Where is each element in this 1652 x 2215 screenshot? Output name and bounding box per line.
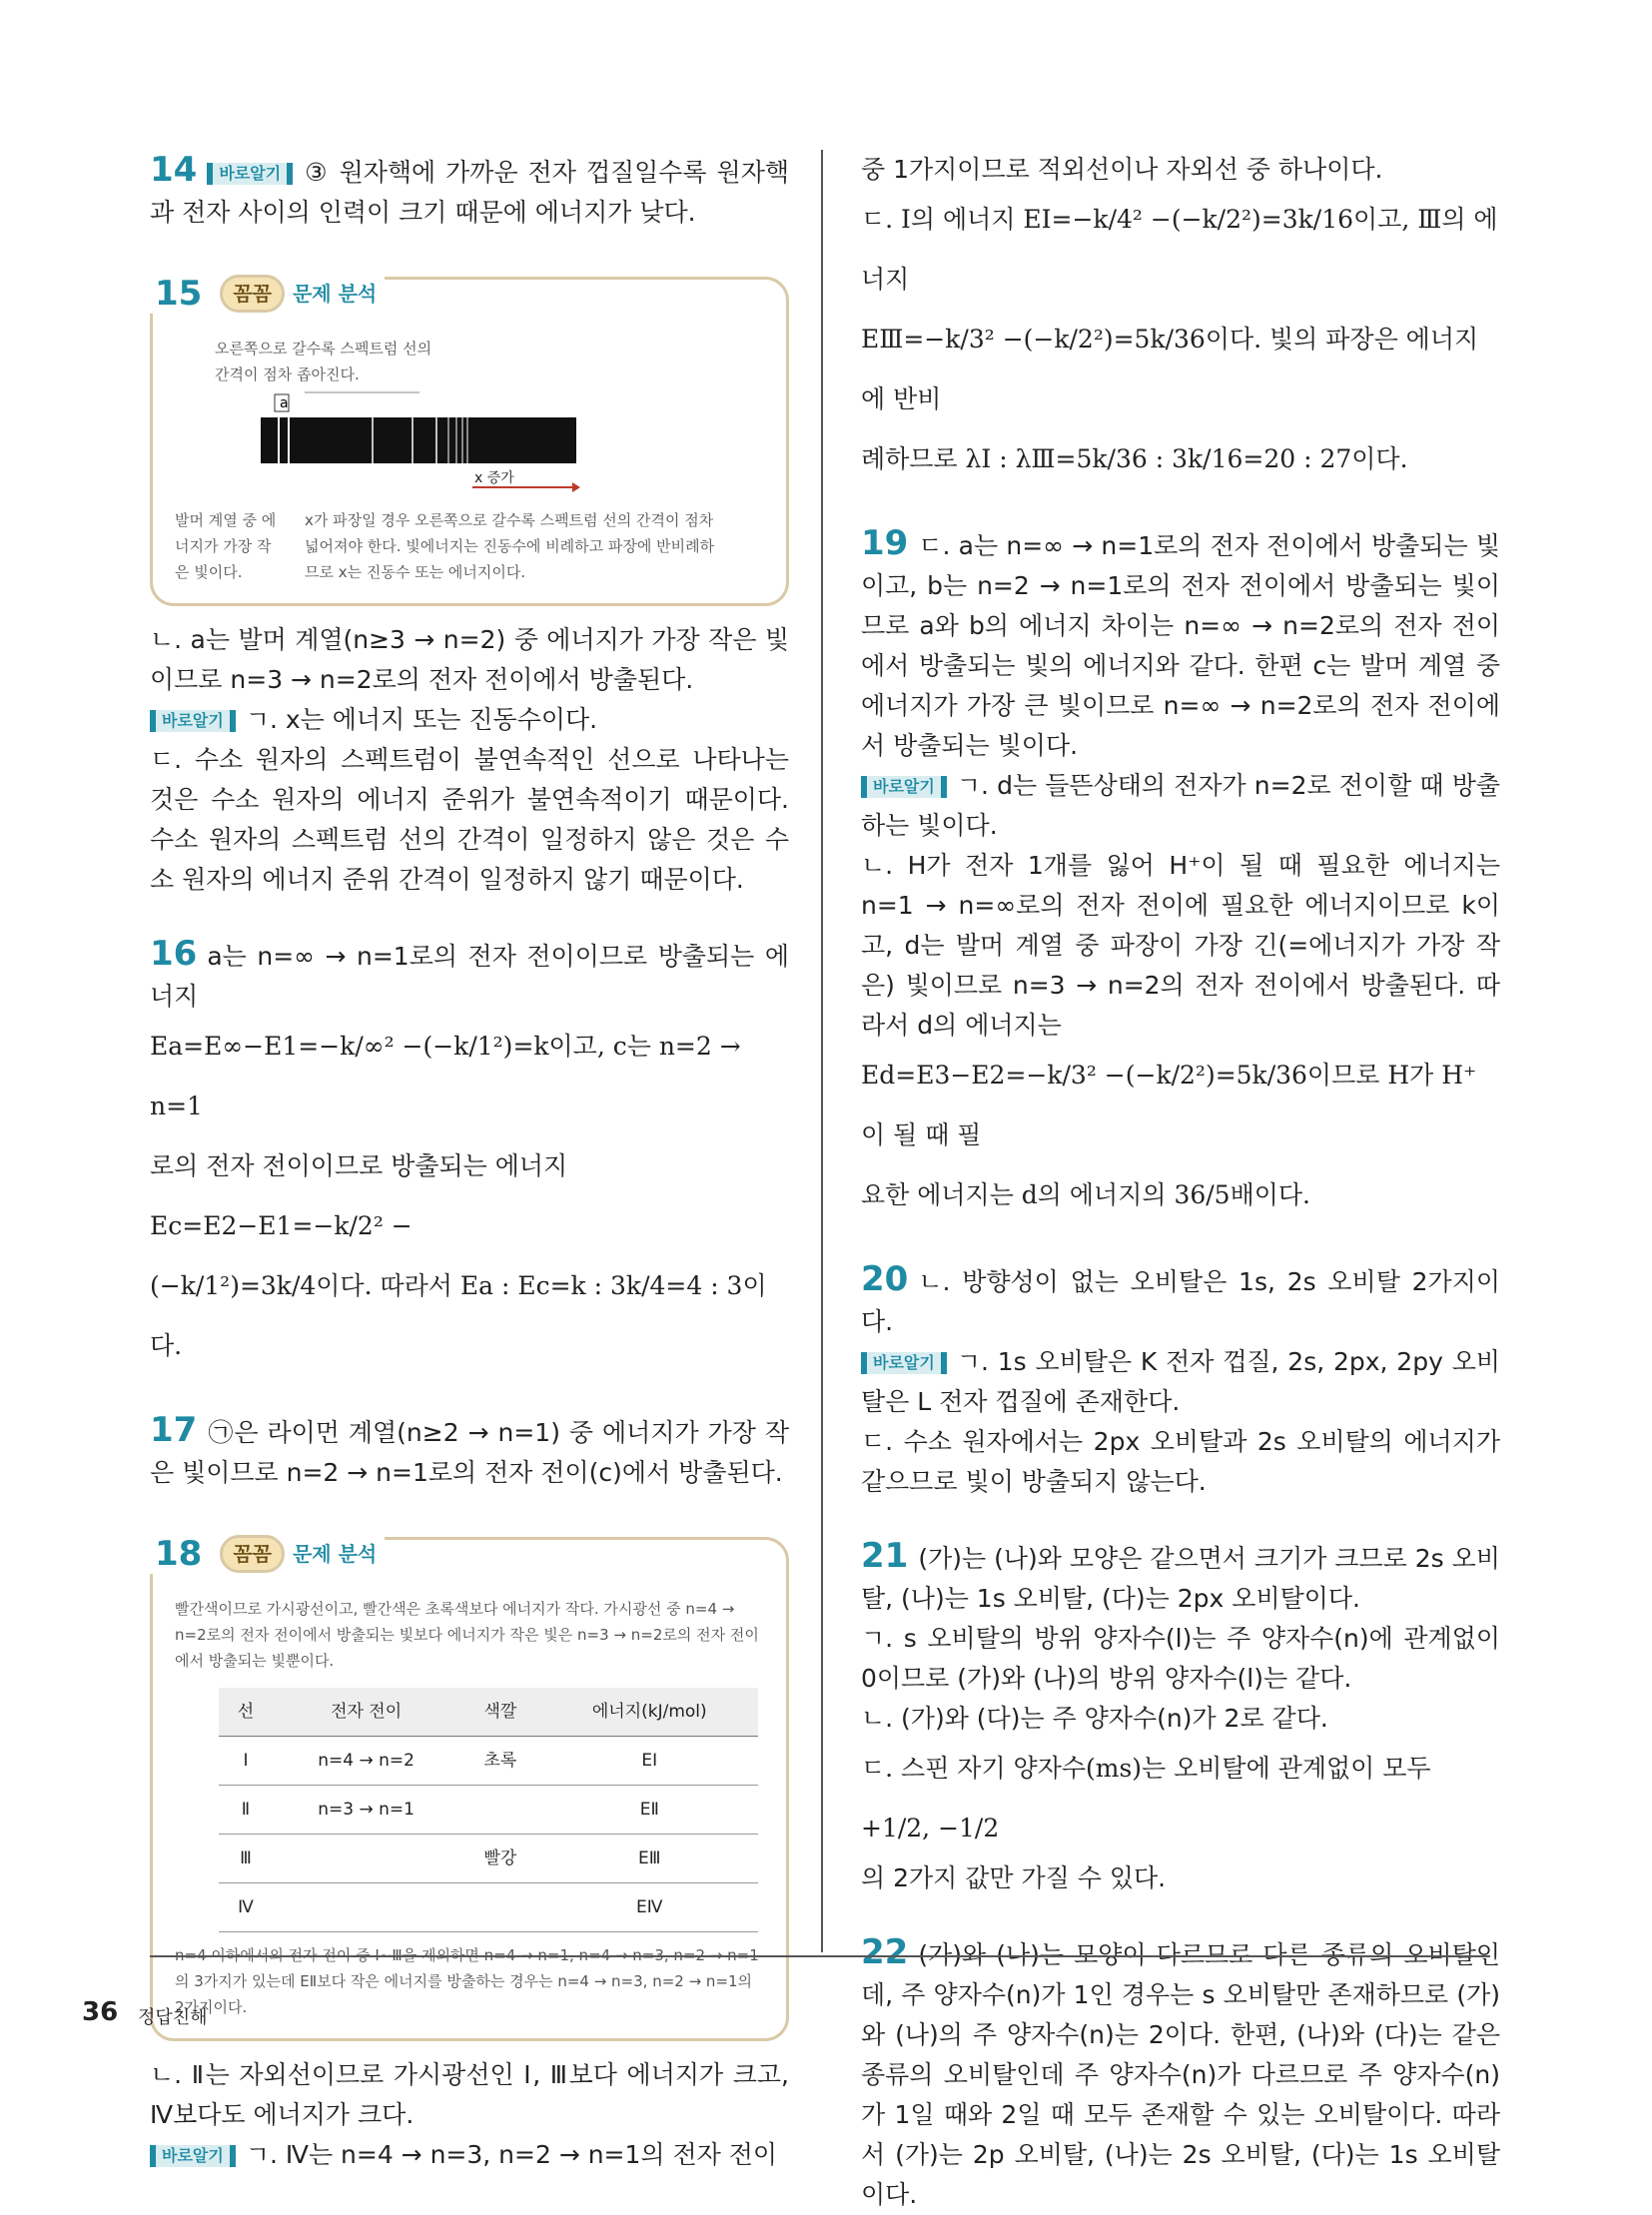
q14-number: 14 — [150, 150, 198, 190]
table-cell: Ⅰ — [219, 1737, 273, 1786]
baro-badge: 바로알기 — [207, 163, 293, 185]
q22-p1-text: (가)와 (나)는 모양이 다르므로 다른 종류의 오비탈인데, 주 양자수(n)가 1인 경우는 s 오비탈만 존재하므로 (가)와 (나)의 주 양자수(n)는 2이다. 한편, (나)와 (다)는 같은 종류의 오비탈인데 주 양자수(n)가 다르므로 주 양자수(n)가 1일 때와 2일 때 모두 존재할 수 있는 오비탈이다. 따라서 (가)는 2p 오비탈, (나)는 2s 오비탈, (다)는 1s 오비탈이다. — [861, 1940, 1500, 2209]
q21-p1 — [861, 1536, 1500, 1619]
q16-text1: a는 n=∞ → n=1로의 전자 전이이므로 방출되는 에너지 — [150, 942, 789, 1011]
baro-badge: 바로알기 — [861, 776, 947, 798]
analysis-title: 문제 분석 — [292, 282, 378, 306]
q19-math1: Ed=E3−E2=−k/3² −(−k/2²)=5k/36이므로 H가 H⁺이 될 때 필 — [861, 1061, 1477, 1149]
q15-note-right: x가 파장일 경우 오른쪽으로 갈수록 스펙트럼 선의 간격이 점차 넓어져야 한다. 빛에너지는 진동수에 비례하고 파장에 반비례하므로 x는 진동수 또는 에너지이다. — [305, 511, 715, 581]
left-column — [150, 150, 789, 2175]
q21-math1: ㄷ. 스핀 자기 양자수(ms)는 오비탈에 관계없이 모두 +1/2, −1/2 — [861, 1754, 1431, 1843]
q14 — [150, 150, 789, 233]
q16-line4: (−k/1²)=3k/4이다. 따라서 Ea : Ec=k : 3k/4=4 : 3이다. — [150, 1271, 767, 1360]
q20-p1 — [861, 1259, 1500, 1342]
table-cell — [273, 1883, 459, 1932]
q18-math1: ㄷ. Ⅰ의 에너지 EⅠ=−k/4² −(−k/2²)=3k/16이고, Ⅲ의 에너지 — [861, 205, 1498, 294]
q19-p2-text: ㄱ. d는 들뜬상태의 전자가 n=2로 전이할 때 방출하는 빛이다. — [861, 771, 1500, 840]
q21-p3: ㄴ. (가)와 (다)는 주 양자수(n)가 2로 같다. — [861, 1704, 1328, 1733]
spectrum-label-a: a — [280, 395, 289, 411]
table-row — [219, 1835, 758, 1883]
kkomkkom-badge: 꼼꼼 — [220, 1535, 285, 1573]
footer-rule — [150, 1955, 1490, 1957]
q16-number: 16 — [150, 934, 198, 974]
q18-p2 — [150, 2135, 789, 2175]
q17 — [150, 1410, 789, 1493]
table-row — [219, 1737, 758, 1786]
q20-number: 20 — [861, 1259, 909, 1299]
q18-number: 18 — [155, 1534, 203, 1574]
table-cell — [459, 1786, 540, 1835]
q18-note-bottom: n=4 이하에서의 전자 전이 중 Ⅰ~Ⅲ을 제외하면 n=4 → n=1, n=4 → n=3, n=2 → n=1의 3가지가 있는데 EⅡ보다 작은 에너지를 방출하는 경우는 n=4 → n=3, n=2 → n=1의 2가지이다. — [175, 1946, 759, 2016]
q21-number: 21 — [861, 1536, 909, 1576]
q18-math3: 례하므로 λⅠ : λⅢ=5k/36 : 3k/16=20 : 27이다. — [861, 444, 1408, 473]
table-cell: n=3 → n=1 — [273, 1786, 459, 1835]
q16-line1 — [150, 934, 789, 1017]
q19-number: 19 — [861, 523, 909, 563]
q15-number: 15 — [155, 274, 203, 314]
q20-p1-text: ㄴ. 방향성이 없는 오비탈은 1s, 2s 오비탈 2가지이다. — [861, 1267, 1500, 1336]
q20-p2-text: ㄱ. 1s 오비탈은 K 전자 껍질, 2s, 2px, 2py 오비탈은 L 전자 껍질에 존재한다. — [861, 1347, 1500, 1416]
q19-math2: 요한 에너지는 d의 에너지의 36/5배이다. — [861, 1180, 1310, 1209]
q19-p1-text: ㄷ. a는 n=∞ → n=1로의 전자 전이에서 방출되는 빛이고, b는 n=2 → n=1로의 전자 전이에서 방출되는 빛이므로 a와 b의 에너지 차이는 n=∞ → n=2로의 전자 전이에서 방출되는 빛의 에너지와 같다. 한편 c는 발머 계열 중 에너지가 가장 큰 빛이므로 n=∞ → n=2로의 전자 전이에서 방출되는 빛이다. — [861, 531, 1500, 760]
q17-number: 17 — [150, 1410, 198, 1450]
q22-p1 — [861, 1932, 1500, 2215]
x-increase-label: x 증가 — [474, 470, 514, 486]
baro-badge: 바로알기 — [861, 1352, 947, 1374]
q19-p2 — [861, 766, 1500, 846]
table-header: 전자 전이 — [273, 1688, 459, 1737]
q21-p2: ㄱ. s 오비탈의 방위 양자수(l)는 주 양자수(n)에 관계없이 0이므로 (가)와 (나)의 방위 양자수(l)는 같다. — [861, 1624, 1500, 1693]
right-column — [861, 150, 1500, 2215]
table-cell: EⅡ — [541, 1786, 758, 1835]
table-cell: 빨강 — [459, 1835, 540, 1883]
table-row — [219, 1786, 758, 1835]
table-cell: Ⅲ — [219, 1835, 273, 1883]
q15-p3: ㄷ. 수소 원자의 스펙트럼이 불연속적인 선으로 나타나는 것은 수소 원자의 에너지 준위가 불연속적이기 때문이다. 수소 원자의 스펙트럼 선의 간격이 일정하지 않은 것은 수소 원자의 에너지 준위 간격이 일정하지 않기 때문이다. — [150, 745, 789, 894]
transition-table — [219, 1688, 758, 1932]
q15-analysis-box — [150, 274, 789, 606]
table-cell: EⅣ — [541, 1883, 758, 1932]
q18-p1: ㄴ. Ⅱ는 자외선이므로 가시광선인 Ⅰ, Ⅲ보다 에너지가 크고, Ⅳ보다도 에너지가 크다. — [150, 2060, 789, 2129]
table-cell: n=4 → n=2 — [273, 1737, 459, 1786]
q18-analysis-box — [150, 1534, 789, 2041]
table-cell: Ⅱ — [219, 1786, 273, 1835]
table-cell: Ⅳ — [219, 1883, 273, 1932]
q21-p1-text: (가)는 (나)와 모양은 같으면서 크기가 크므로 2s 오비탈, (나)는 1s 오비탈, (다)는 2px 오비탈이다. — [861, 1544, 1500, 1613]
q17-text: ㉠은 라이먼 계열(n≥2 → n=1) 중 에너지가 가장 작은 빛이므로 n=2 → n=1로의 전자 전이(c)에서 방출된다. — [150, 1418, 789, 1487]
column-divider — [821, 150, 823, 1952]
spectrum-figure — [175, 387, 764, 507]
table-cell: EⅠ — [541, 1737, 758, 1786]
table-cell — [273, 1835, 459, 1883]
baro-badge: 바로알기 — [150, 710, 236, 732]
q18-note-top: 빨간색이므로 가시광선이고, 빨간색은 초록색보다 에너지가 작다. 가시광선 중 n=4 → n=2로의 전자 전이에서 방출되는 빛보다 에너지가 작은 빛은 n=3 → n=2로의 전자 전이에서 방출되는 빛뿐이다. — [175, 1600, 759, 1670]
analysis-title: 문제 분석 — [292, 1542, 378, 1566]
q15-note-top: 오른쪽으로 갈수록 스펙트럼 선의 간격이 점차 좁아진다. — [215, 340, 432, 383]
q21-p4: 의 2가지 값만 가질 수 있다. — [861, 1863, 1167, 1892]
q19-p3: ㄴ. H가 전자 1개를 잃어 H⁺이 될 때 필요한 에너지는 n=1 → n=∞로의 전자 전이에 필요한 에너지이므로 k이고, d는 발머 계열 중 파장이 가장 긴(=에너지가 가장 작은) 빛이므로 n=3 → n=2의 전자 전이에서 방출된다. 따라서 d의 에너지는 — [861, 851, 1500, 1040]
q18-math2: EⅢ=−k/3² −(−k/2²)=5k/36이다. 빛의 파장은 에너지에 반비 — [861, 325, 1479, 413]
baro-badge: 바로알기 — [150, 2145, 236, 2167]
q16-line3: 로의 전자 전이이므로 방출되는 에너지 Ec=E2−E1=−k/2² − — [150, 1151, 568, 1240]
page-title: 정답친해 — [138, 2007, 208, 2028]
q16-line2: Ea=E∞−E1=−k/∞² −(−k/1²)=k이고, c는 n=2 → n=1 — [150, 1032, 741, 1120]
spectrum-band — [261, 417, 576, 463]
kkomkkom-badge: 꼼꼼 — [220, 275, 285, 313]
q15-p2-text: ㄱ. x는 에너지 또는 진동수이다. — [245, 705, 598, 734]
table-header: 에너지(kJ/mol) — [541, 1688, 758, 1737]
q18-p2-text: ㄱ. Ⅳ는 n=4 → n=3, n=2 → n=1의 전자 전이 — [245, 2140, 778, 2169]
q19-p1 — [861, 523, 1500, 766]
table-cell: 초록 — [459, 1737, 540, 1786]
q20-p3: ㄷ. 수소 원자에서는 2px 오비탈과 2s 오비탈의 에너지가 같으므로 빛이 방출되지 않는다. — [861, 1427, 1500, 1496]
table-cell: EⅢ — [541, 1835, 758, 1883]
q20-p2 — [861, 1342, 1500, 1422]
q15-p2 — [150, 700, 789, 740]
q22-number: 22 — [861, 1932, 909, 1972]
page-number: 36 — [82, 1997, 119, 2027]
q15-note-left: 발머 계열 중 에너지가 가장 작은 빛이다. — [175, 511, 277, 581]
q14-text: ③ 원자핵에 가까운 전자 껍질일수록 원자핵과 전자 사이의 인력이 크기 때문에 에너지가 낮다. — [150, 158, 789, 227]
q18-p3: 중 1가지이므로 적외선이나 자외선 중 하나이다. — [861, 155, 1383, 184]
q15-p1: ㄴ. a는 발머 계열(n≥3 → n=2) 중 에너지가 가장 작은 빛이므로 n=3 → n=2로의 전자 전이에서 방출된다. — [150, 625, 789, 694]
table-header: 색깔 — [459, 1688, 540, 1737]
table-row — [219, 1883, 758, 1932]
table-header: 선 — [219, 1688, 273, 1737]
table-cell — [459, 1883, 540, 1932]
